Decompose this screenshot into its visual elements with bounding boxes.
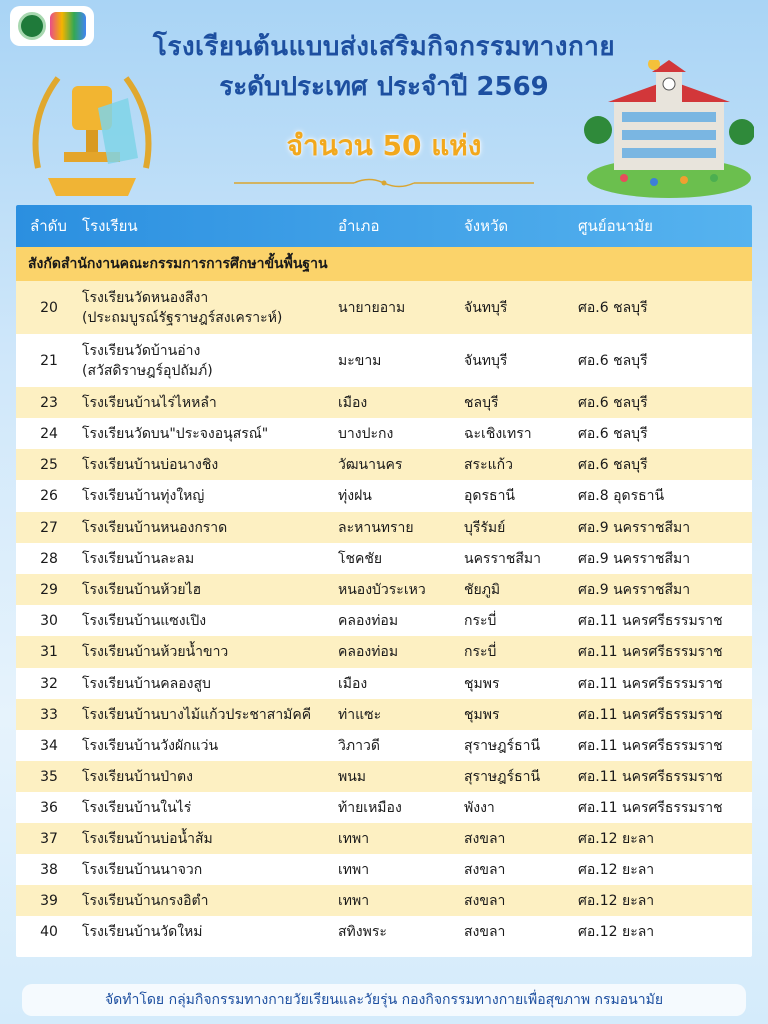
school-name: โรงเรียนบ้านไร่ไหหลำ xyxy=(82,394,217,411)
cell-health-center: ศอ.11 นครศรีธรรมราช xyxy=(578,675,723,692)
cell-province: สงขลา xyxy=(464,830,506,847)
cell-district: ละหานทราย xyxy=(338,519,414,536)
table-row xyxy=(16,792,752,823)
cell-no: 30 xyxy=(40,612,58,629)
cell-health-center: ศอ.12 ยะลา xyxy=(578,923,655,940)
cell-school xyxy=(82,860,338,880)
school-name: โรงเรียนบ้านบ่อนางชิง xyxy=(82,456,219,473)
school-name: โรงเรียนบ้านแซงเปิง xyxy=(82,612,207,629)
cell-school xyxy=(82,891,338,911)
table-row xyxy=(16,387,752,418)
cell-district: คลองท่อม xyxy=(338,612,399,629)
cell-health-center: ศอ.11 นครศรีธรรมราช xyxy=(578,768,723,785)
cell-province: สระแก้ว xyxy=(464,456,513,473)
cell-health-center: ศอ.6 ชลบุรี xyxy=(578,425,648,442)
cell-school xyxy=(82,705,338,725)
school-name-sub: (สวัสดิราษฎร์อุปถัมภ์) xyxy=(82,362,213,379)
cell-province: บุรีรัมย์ xyxy=(464,519,506,536)
cell-school xyxy=(82,393,338,413)
cell-district: สทิงพระ xyxy=(338,923,387,940)
cell-no: 37 xyxy=(40,830,58,847)
school-name: โรงเรียนบ้านวัดใหม่ xyxy=(82,923,203,940)
table-row xyxy=(16,636,752,668)
column-header-no: ลำดับ xyxy=(30,217,67,235)
cell-province: จันทบุรี xyxy=(464,299,508,316)
cell-no: 38 xyxy=(40,861,58,878)
school-name: โรงเรียนวัดบ้านอ่าง xyxy=(82,342,201,359)
cell-health-center: ศอ.11 นครศรีธรรมราช xyxy=(578,706,723,723)
cell-no: 20 xyxy=(40,299,58,316)
cell-province: นครราชสีมา xyxy=(464,550,541,567)
cell-school xyxy=(82,455,338,475)
cell-district: เทพา xyxy=(338,830,370,847)
cell-district: พนม xyxy=(338,768,367,785)
table-row xyxy=(16,668,752,699)
cell-school xyxy=(82,767,338,787)
cell-province: ฉะเชิงเทรา xyxy=(464,425,532,442)
cell-province: กระบี่ xyxy=(464,612,497,629)
column-header-school: โรงเรียน xyxy=(82,217,138,235)
cell-school xyxy=(82,922,338,942)
table-row xyxy=(16,605,752,636)
cell-health-center: ศอ.6 ชลบุรี xyxy=(578,299,648,316)
cell-school xyxy=(82,486,338,506)
cell-province: สงขลา xyxy=(464,861,506,878)
table-header xyxy=(16,205,752,247)
table-row xyxy=(16,480,752,512)
cell-district: ท่าแซะ xyxy=(338,706,382,723)
cell-no: 35 xyxy=(40,768,58,785)
cell-no: 25 xyxy=(40,456,58,473)
school-name: โรงเรียนบ้านในไร่ xyxy=(82,799,192,816)
cell-no: 21 xyxy=(40,352,58,369)
cell-health-center: ศอ.6 ชลบุรี xyxy=(578,456,648,473)
table-row xyxy=(16,418,752,449)
cell-health-center: ศอ.6 ชลบุรี xyxy=(578,394,648,411)
table-row xyxy=(16,730,752,761)
cell-no: 27 xyxy=(40,519,58,536)
school-name: โรงเรียนบ้านละลม xyxy=(82,550,195,567)
school-name: โรงเรียนบ้านนาจวก xyxy=(82,861,203,878)
cell-health-center: ศอ.12 ยะลา xyxy=(578,830,655,847)
table-row xyxy=(16,334,752,387)
page-title-line1: โรงเรียนต้นแบบส่งเสริมกิจกรรมทางกาย xyxy=(152,32,616,62)
page-title-line2: ระดับประเทศ ประจำปี 2569 xyxy=(219,72,549,102)
cell-district: บางปะกง xyxy=(338,425,394,442)
table-row xyxy=(16,885,752,916)
cell-school xyxy=(82,341,338,381)
cell-no: 36 xyxy=(40,799,58,816)
cell-district: วิภาวดี xyxy=(338,737,380,754)
cell-health-center: ศอ.9 นครราชสีมา xyxy=(578,519,691,536)
cell-school xyxy=(82,736,338,756)
cell-health-center: ศอ.9 นครราชสีมา xyxy=(578,581,691,598)
cell-province: อุดรธานี xyxy=(464,488,515,504)
cell-province: ชลบุรี xyxy=(464,394,499,411)
cell-district: เทพา xyxy=(338,861,370,878)
cell-district: เมือง xyxy=(338,675,368,692)
column-header-health-center: ศูนย์อนามัย xyxy=(578,217,653,235)
cell-school xyxy=(82,798,338,818)
cell-health-center: ศอ.6 ชลบุรี xyxy=(578,352,648,369)
cell-no: 29 xyxy=(40,581,58,598)
school-name: โรงเรียนบ้านบ่อน้ำส้ม xyxy=(82,830,213,847)
cell-no: 33 xyxy=(40,706,58,723)
school-name-sub: (ประถมบูรณ์รัฐราษฎร์สงเคราะห์) xyxy=(82,309,283,326)
school-name: โรงเรียนบ้านห้วยน้ำขาว xyxy=(82,644,229,660)
cell-school xyxy=(82,829,338,849)
cell-province: ชุมพร xyxy=(464,706,500,723)
cell-no: 31 xyxy=(40,644,58,660)
table-row xyxy=(16,281,752,334)
school-illustration-icon xyxy=(584,60,754,200)
cell-school xyxy=(82,424,338,444)
section-title: สังกัดสำนักงานคณะกรรมการการศึกษาขั้นพื้นฐาน xyxy=(16,247,752,281)
cell-no: 26 xyxy=(40,488,58,504)
school-count-text: จำนวน 50 แห่ง xyxy=(286,129,482,162)
table-row xyxy=(16,574,752,605)
cell-school xyxy=(82,288,338,328)
cell-school xyxy=(82,642,338,662)
cell-province: สุราษฎร์ธานี xyxy=(464,737,541,754)
school-name: โรงเรียนบ้านทุ่งใหญ่ xyxy=(82,488,205,504)
cell-district: นายายอาม xyxy=(338,299,406,316)
cell-health-center: ศอ.12 ยะลา xyxy=(578,892,655,909)
school-name: โรงเรียนบ้านป่าตง xyxy=(82,768,193,785)
cell-no: 23 xyxy=(40,394,58,411)
school-name: โรงเรียนบ้านคลองสูบ xyxy=(82,675,211,692)
cell-district: คลองท่อม xyxy=(338,644,399,660)
table-row xyxy=(16,699,752,730)
school-name: โรงเรียนวัดหนองสีงา xyxy=(82,289,209,306)
table-row xyxy=(16,916,752,947)
school-name: โรงเรียนบ้านบางไม้แก้วประชาสามัคคี xyxy=(82,706,312,723)
school-name: โรงเรียนวัดบน"ประจงอนุสรณ์" xyxy=(82,425,269,442)
cell-no: 34 xyxy=(40,737,58,754)
cell-district: ทุ่งฝน xyxy=(338,488,372,504)
cell-district: ท้ายเหมือง xyxy=(338,799,402,816)
cell-province: สงขลา xyxy=(464,923,506,940)
cell-health-center: ศอ.11 นครศรีธรรมราช xyxy=(578,799,723,816)
cell-district: มะขาม xyxy=(338,352,382,369)
cell-province: จันทบุรี xyxy=(464,352,508,369)
footer-credit: จัดทำโดย กลุ่มกิจกรรมทางกายวัยเรียนและวัยรุ่น กองกิจกรรมทางกายเพื่อสุขภาพ กรมอนามัย xyxy=(22,984,746,1016)
table-row xyxy=(16,854,752,885)
cell-province: ชัยภูมิ xyxy=(464,581,501,598)
cell-no: 32 xyxy=(40,675,58,692)
cell-province: กระบี่ xyxy=(464,644,497,660)
column-header-district: อำเภอ xyxy=(338,217,380,235)
cell-health-center: ศอ.11 นครศรีธรรมราช xyxy=(578,737,723,754)
cell-province: พังงา xyxy=(464,799,495,816)
school-name: โรงเรียนบ้านกรงอิตำ xyxy=(82,892,209,909)
school-table xyxy=(16,205,752,957)
cell-health-center: ศอ.11 นครศรีธรรมราช xyxy=(578,644,723,660)
table-row xyxy=(16,543,752,574)
cell-health-center: ศอ.11 นครศรีธรรมราช xyxy=(578,612,723,629)
cell-province: ชุมพร xyxy=(464,675,500,692)
cell-province: สงขลา xyxy=(464,892,506,909)
cell-school xyxy=(82,674,338,694)
cell-district: เทพา xyxy=(338,892,370,909)
table-row xyxy=(16,512,752,543)
cell-health-center: ศอ.12 ยะลา xyxy=(578,861,655,878)
cell-province: สุราษฎร์ธานี xyxy=(464,768,541,785)
cell-school xyxy=(82,549,338,569)
cell-school xyxy=(82,518,338,538)
cell-school xyxy=(82,580,338,600)
cell-school xyxy=(82,611,338,631)
cell-district: หนองบัวระเหว xyxy=(338,581,426,598)
cell-district: วัฒนานคร xyxy=(338,456,403,473)
cell-no: 40 xyxy=(40,923,58,940)
trophy-icon xyxy=(28,68,156,198)
table-row xyxy=(16,823,752,854)
cell-district: โชคชัย xyxy=(338,550,383,567)
column-header-province: จังหวัด xyxy=(464,217,509,235)
cell-no: 39 xyxy=(40,892,58,909)
cell-health-center: ศอ.8 อุดรธานี xyxy=(578,488,665,504)
cell-no: 24 xyxy=(40,425,58,442)
school-name: โรงเรียนบ้านวังผักแว่น xyxy=(82,737,219,754)
school-name: โรงเรียนบ้านห้วยไฮ xyxy=(82,581,202,598)
cell-district: เมือง xyxy=(338,394,368,411)
table-row xyxy=(16,761,752,792)
cell-no: 28 xyxy=(40,550,58,567)
table-row xyxy=(16,449,752,480)
school-name: โรงเรียนบ้านหนองกราด xyxy=(82,519,228,536)
cell-health-center: ศอ.9 นครราชสีมา xyxy=(578,550,691,567)
table-body xyxy=(16,281,752,947)
divider-ornament-icon xyxy=(234,178,534,188)
